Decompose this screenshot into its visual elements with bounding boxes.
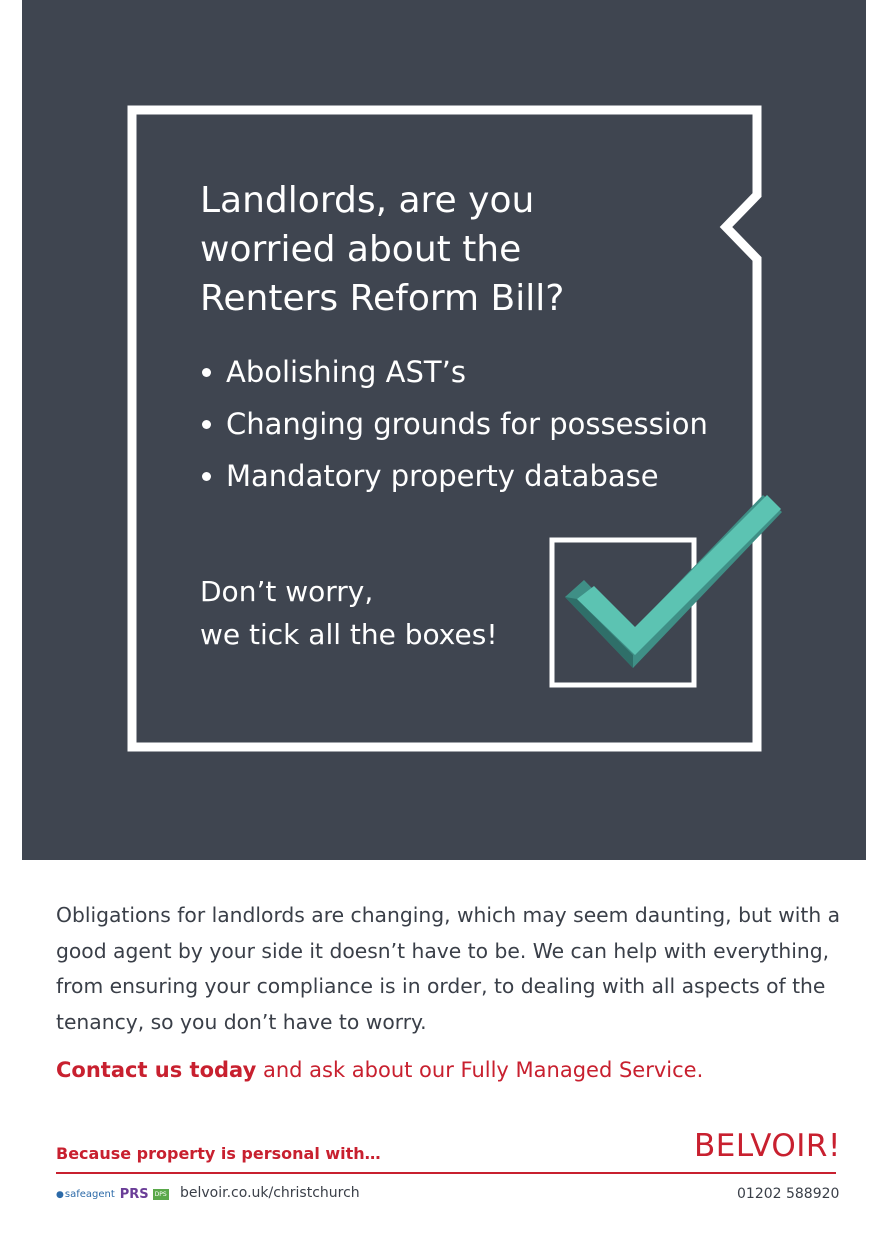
checkmark-in-box-icon [22,0,866,860]
cta-strong: Contact us today [56,1058,257,1082]
tagline-line: Don’t worry, [200,575,374,608]
phone-number[interactable]: 01202 588920 [737,1186,840,1202]
headline-line: Renters Reform Bill? [200,278,565,319]
dps-logo: DPS [154,1190,167,1198]
footer-tagline: Because property is personal with… [56,1144,381,1163]
headline-line: worried about the [200,229,522,270]
website-link[interactable]: belvoir.co.uk/christchurch [180,1185,360,1201]
footer-divider [56,1172,836,1174]
brand-logo: BELVOIR! [694,1128,841,1164]
bullet-item: Mandatory property database [200,456,708,508]
bullet-item: Changing grounds for possession [200,404,708,456]
bullet-item: Abolishing AST’s [200,352,708,404]
prs-logo: PRS [119,1186,149,1202]
safeagent-logo: ● safeagent [56,1189,115,1200]
tagline-line: we tick all the boxes! [200,618,498,651]
body-paragraph: Obligations for landlords are changing, which may seem daunting, but with a good agent by your side it doesn’t have to be. We can help with everything, from ensuring your compliance is in order, to dealing with all aspects of the tenancy, so you don’t have to worry. [56,903,841,1034]
hero-panel [22,0,866,860]
call-to-action [56,1052,703,1088]
headline-line: Landlords, are you [200,180,535,221]
accreditation-logos [56,1184,169,1204]
cta-rest: and ask about our Fully Managed Service. [256,1058,704,1082]
